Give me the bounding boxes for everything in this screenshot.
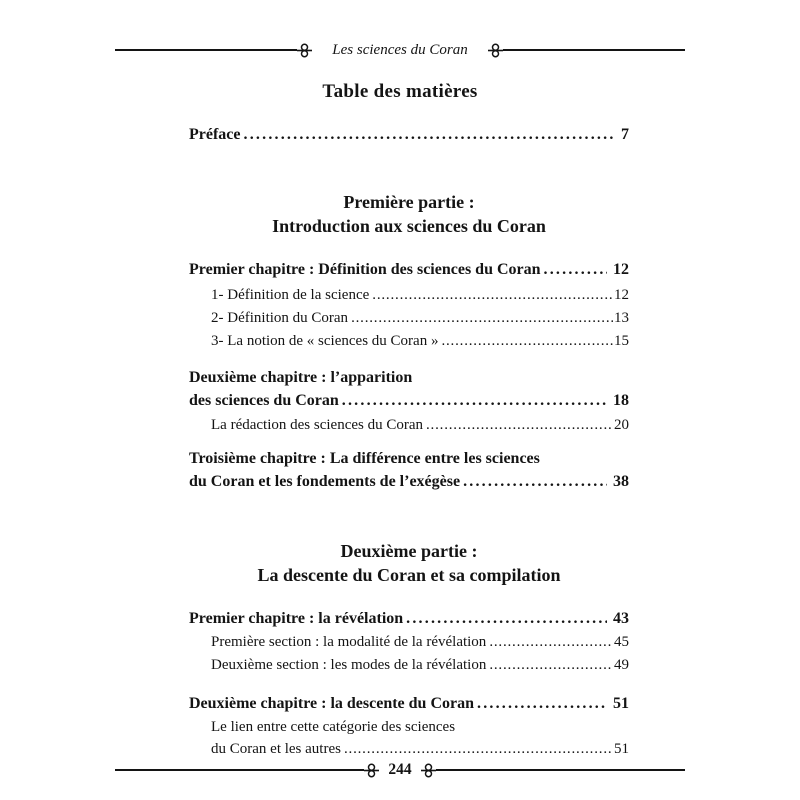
toc-entry-chapter <box>189 607 629 630</box>
toc-entry-label: Deuxième chapitre : la descente du Coran <box>189 695 474 712</box>
dot-leader <box>351 307 613 330</box>
table-of-contents <box>189 0 629 760</box>
toc-subentry <box>189 716 629 760</box>
toc-entry-label: Première section : la modalité de la révélation <box>211 634 487 650</box>
part-heading-line: Introduction aux sciences du Coran <box>272 216 546 236</box>
dot-leader <box>406 607 607 630</box>
toc-subentry <box>189 654 629 677</box>
dot-leader <box>342 389 607 412</box>
dot-leader <box>244 123 615 146</box>
toc-entry-page: 15 <box>614 333 629 349</box>
footer-rule-right <box>436 769 685 772</box>
part-heading-line: La descente du Coran et sa compilation <box>257 565 561 585</box>
toc-subentry <box>189 631 629 654</box>
toc-entry-page: 20 <box>614 417 629 433</box>
toc-entry-label: 1- Définition de la science <box>211 287 370 303</box>
toc-entry-label: du Coran et les autres <box>211 741 341 757</box>
toc-entry-chapter <box>189 366 629 412</box>
toc-entry-label: Deuxième chapitre : l’apparition <box>189 369 413 386</box>
toc-subentry <box>189 284 629 307</box>
toc-entry-page: 38 <box>613 473 629 490</box>
toc-entry-page: 49 <box>614 657 629 673</box>
dot-leader <box>544 258 607 281</box>
toc-entry-label: Deuxième section : les modes de la révélation <box>211 657 487 673</box>
part-heading-line: Deuxième partie : <box>340 541 478 561</box>
toc-entry-label: 3- La notion de « sciences du Coran » <box>211 333 439 349</box>
toc-entry-chapter <box>189 692 629 715</box>
toc-entry-label: Premier chapitre : la révélation <box>189 610 404 627</box>
toc-entry-page: 12 <box>613 261 629 278</box>
toc-entry-chapter <box>189 447 629 493</box>
dot-leader <box>372 284 613 307</box>
toc-entry-label: Le lien entre cette catégorie des sciences <box>211 719 456 735</box>
toc-subentry-group <box>189 631 629 677</box>
toc-entry-label: du Coran et les fondements de l’exégèse <box>189 473 461 490</box>
toc-entry-chapter <box>189 258 629 281</box>
toc-entry-page: 51 <box>614 741 629 757</box>
toc-entry-label: Premier chapitre : Définition des sciences du Coran <box>189 261 541 278</box>
dot-leader <box>477 692 607 715</box>
toc-subentry <box>189 307 629 330</box>
scroll-ornament-icon <box>364 763 379 778</box>
dot-leader <box>344 738 613 760</box>
footer-rule-left <box>115 769 364 772</box>
toc-entry-label: Préface <box>189 126 241 143</box>
page-title: Table des matières <box>322 81 478 102</box>
dot-leader <box>489 631 613 654</box>
toc-entry-page: 43 <box>613 610 629 627</box>
toc-entry-page: 45 <box>614 634 629 650</box>
toc-entry-preface <box>189 123 629 146</box>
toc-subentry-line <box>189 738 629 760</box>
toc-entry-label: 2- Définition du Coran <box>211 310 349 326</box>
page-number: 244 <box>388 761 412 778</box>
toc-entry-page: 18 <box>613 392 629 409</box>
toc-entry-label: Troisième chapitre : La différence entre les sciences <box>189 450 540 467</box>
toc-entry-page: 7 <box>621 126 629 143</box>
dot-leader <box>441 330 613 353</box>
toc-entry-page: 51 <box>613 695 629 712</box>
running-title: Les sciences du Coran <box>332 41 468 58</box>
part-heading-1 <box>189 190 629 238</box>
part-heading-line: Première partie : <box>343 192 475 212</box>
part-heading-2 <box>189 539 629 587</box>
page-footer <box>115 759 685 781</box>
dot-leader <box>463 470 607 493</box>
toc-subentry <box>189 330 629 353</box>
toc-entry-label: des sciences du Coran <box>189 392 339 409</box>
toc-entry-page: 12 <box>614 287 629 303</box>
toc-entry-page: 13 <box>614 310 629 326</box>
scroll-ornament-icon <box>421 763 436 778</box>
toc-subentry <box>189 414 629 437</box>
toc-subentry-group <box>189 284 629 353</box>
dot-leader <box>426 414 613 437</box>
toc-entry-label: La rédaction des sciences du Coran <box>211 417 423 433</box>
dot-leader <box>489 654 613 677</box>
